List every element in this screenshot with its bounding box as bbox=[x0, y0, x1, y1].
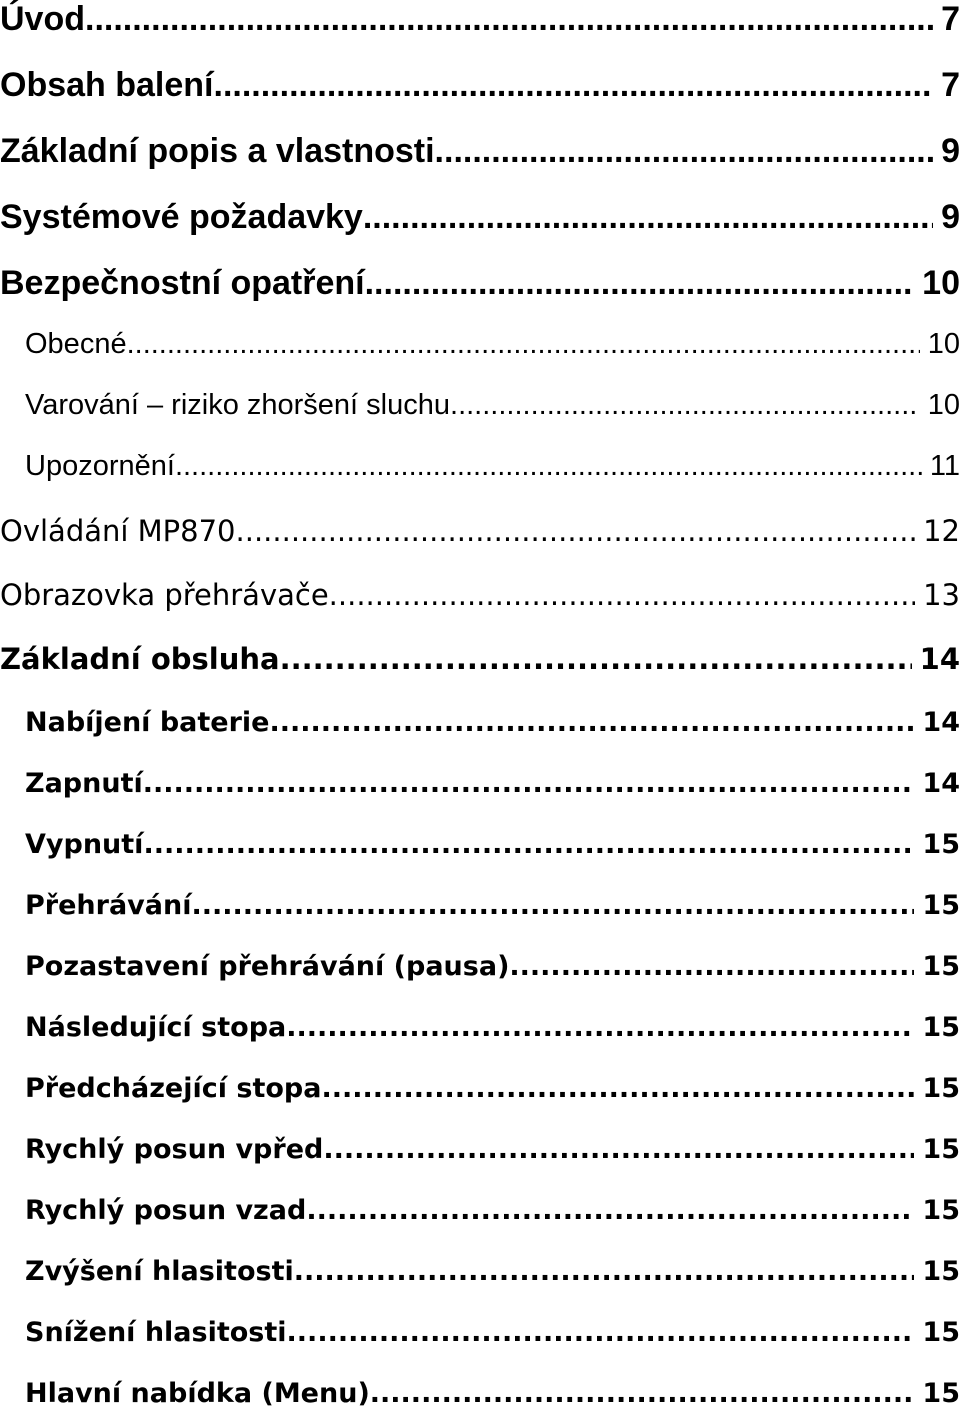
toc-entry[interactable] bbox=[0, 1195, 960, 1245]
toc-entry-title: Ovládání MP870 bbox=[0, 514, 236, 548]
toc-entry-page: 15 bbox=[922, 1134, 960, 1165]
dot-leader bbox=[236, 514, 916, 548]
dot-leader bbox=[143, 768, 915, 799]
toc-entry-title: Základní obsluha bbox=[0, 642, 280, 676]
toc-entry-title: Hlavní nabídka (Menu) bbox=[25, 1378, 370, 1409]
toc-entry[interactable] bbox=[0, 1134, 960, 1184]
toc-entry[interactable] bbox=[0, 450, 960, 500]
toc-entry-title: Zapnutí bbox=[25, 768, 143, 799]
toc-entry-title: Obsah balení bbox=[0, 66, 214, 104]
toc-entry-title: Upozornění bbox=[25, 450, 175, 482]
dot-leader bbox=[143, 829, 914, 860]
toc-entry-page: 9 bbox=[941, 198, 960, 236]
toc-entry-page: 15 bbox=[922, 829, 960, 860]
dot-leader bbox=[323, 1134, 914, 1165]
dot-leader bbox=[85, 0, 933, 39]
toc-entry-page: 15 bbox=[922, 1195, 960, 1226]
toc-entry-page: 15 bbox=[922, 1012, 960, 1043]
dot-leader bbox=[450, 389, 920, 422]
toc-entry-page: 13 bbox=[923, 578, 960, 612]
dot-leader bbox=[509, 951, 914, 982]
toc-entry[interactable] bbox=[0, 264, 960, 314]
toc-entry-page: 15 bbox=[922, 1073, 960, 1104]
toc-entry[interactable] bbox=[0, 0, 960, 50]
toc-entry-title: Následující stopa bbox=[25, 1012, 287, 1043]
toc-entry[interactable] bbox=[0, 328, 960, 378]
toc-entry-page: 15 bbox=[922, 1256, 960, 1287]
toc-entry-title: Systémové požadavky bbox=[0, 198, 363, 236]
dot-leader bbox=[435, 132, 934, 171]
dot-leader bbox=[294, 1256, 915, 1287]
toc-entry-page: 10 bbox=[927, 328, 960, 360]
toc-entry-page: 9 bbox=[941, 132, 960, 170]
dot-leader bbox=[321, 1073, 914, 1104]
toc-entry-title: Předcházející stopa bbox=[25, 1073, 322, 1104]
toc-entry[interactable] bbox=[0, 1378, 960, 1428]
toc-entry-title: Úvod bbox=[0, 0, 85, 38]
toc-entry-title: Rychlý posun vzad bbox=[25, 1195, 307, 1226]
toc-entry[interactable] bbox=[0, 1073, 960, 1123]
toc-entry-page: 7 bbox=[941, 0, 960, 38]
toc-entry-page: 14 bbox=[919, 642, 960, 676]
toc-entry-title: Pozastavení přehrávání (pausa) bbox=[25, 951, 510, 982]
toc-entry[interactable] bbox=[0, 642, 960, 692]
dot-leader bbox=[306, 1195, 914, 1226]
toc-entry-page: 10 bbox=[927, 389, 960, 421]
toc-entry-page: 14 bbox=[922, 707, 960, 738]
toc-entry-page: 7 bbox=[941, 66, 960, 104]
toc-entry[interactable] bbox=[0, 829, 960, 879]
dot-leader bbox=[191, 890, 914, 921]
toc-entry[interactable] bbox=[0, 514, 960, 564]
dot-leader bbox=[287, 1317, 915, 1348]
dot-leader bbox=[363, 198, 933, 237]
toc-entry-title: Nabíjení baterie bbox=[25, 707, 270, 738]
dot-leader bbox=[370, 1378, 915, 1409]
toc-entry-title: Zvýšení hlasitosti bbox=[25, 1256, 294, 1287]
toc-entry-page: 12 bbox=[923, 514, 960, 548]
toc-entry-page: 11 bbox=[929, 450, 960, 482]
toc-entry-page: 15 bbox=[922, 1317, 960, 1348]
toc-entry[interactable] bbox=[0, 66, 960, 116]
dot-leader bbox=[214, 66, 934, 105]
toc-entry-title: Základní popis a vlastnosti bbox=[0, 132, 435, 170]
toc-entry-title: Rychlý posun vpřed bbox=[25, 1134, 324, 1165]
toc-entry-title: Snížení hlasitosti bbox=[25, 1317, 287, 1348]
toc-entry-title: Přehrávání bbox=[25, 890, 192, 921]
toc-entry[interactable] bbox=[0, 1012, 960, 1062]
toc-entry-page: 10 bbox=[922, 264, 960, 302]
toc-entry[interactable] bbox=[0, 389, 960, 439]
dot-leader bbox=[329, 578, 915, 612]
toc-entry[interactable] bbox=[0, 132, 960, 182]
toc-entry-page: 15 bbox=[922, 1378, 960, 1409]
toc-entry[interactable] bbox=[0, 1256, 960, 1306]
toc-entry[interactable] bbox=[0, 707, 960, 757]
toc-entry-page: 15 bbox=[922, 890, 960, 921]
toc-entry-page: 15 bbox=[922, 951, 960, 982]
toc-entry-page: 14 bbox=[922, 768, 960, 799]
dot-leader bbox=[175, 450, 922, 483]
toc-entry[interactable] bbox=[0, 951, 960, 1001]
toc-entry[interactable] bbox=[0, 768, 960, 818]
dot-leader bbox=[127, 328, 920, 361]
toc-entry-title: Vypnutí bbox=[25, 829, 144, 860]
dot-leader bbox=[286, 1012, 914, 1043]
toc-entry[interactable] bbox=[0, 198, 960, 248]
toc-entry-title: Bezpečnostní opatření bbox=[0, 264, 365, 302]
toc-entry[interactable] bbox=[0, 1317, 960, 1367]
dot-leader bbox=[365, 264, 915, 303]
dot-leader bbox=[270, 707, 915, 738]
toc-entry[interactable] bbox=[0, 578, 960, 628]
toc-entry-title: Obrazovka přehrávače bbox=[0, 578, 329, 612]
toc-entry-title: Varování – riziko zhoršení sluchu bbox=[25, 389, 451, 421]
dot-leader bbox=[280, 642, 912, 676]
toc-entry-title: Obecné bbox=[25, 328, 127, 360]
toc-entry[interactable] bbox=[0, 890, 960, 940]
